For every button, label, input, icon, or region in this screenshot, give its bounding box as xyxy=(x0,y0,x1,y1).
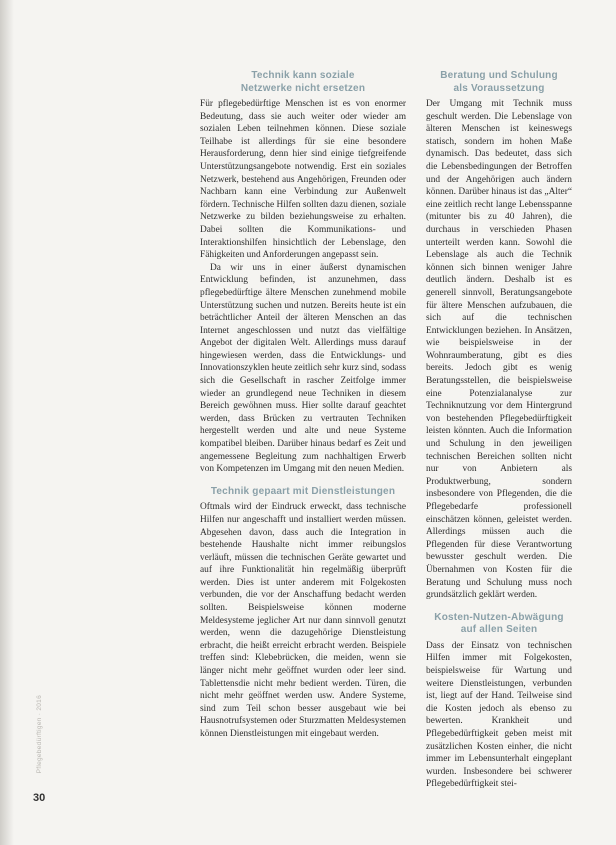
body-paragraph: Dass der Einsatz von technischen Hilfen immer mit Folgekosten, beispielsweise für Wartung und weitere Dienstleistungen, verbunden ist, liegt auf der Hand. Teilweise sind die Kosten jedoch als ebenso zu bewerten. Krankheit und Pflegebedürftigkeit geben meist mit zusätzlichen Kosten einher, die nicht immer im Lebensunterhalt eingeplant wurden. Insbesondere bei schwerer Pflegebedürftigkeit stei- xyxy=(426,640,572,790)
body-paragraph: Da wir uns in einer äußerst dynamischen Entwicklung befinden, ist anzunehmen, dass pflegebedürftige ältere Menschen zunehmend mobile Unterstützung suchen und nutzen. Bereits heute ist ein beträchtlicher Anteil der älteren Menschen an das Internet angeschlossen und nutzt das vielfältige Angebot der digitalen Welt. Allerdings muss darauf hingewiesen werden, dass die Entwicklungs- und Innovationszyklen heute zeitlich sehr kurz sind, sodass sich die Gesellschaft in rascher Zeitfolge immer wieder an grundlegend neue Techniken in diesem Bereich gewöhnen muss. Hier sollte darauf geachtet werden, dass Brücken zu vertrauten Techniken hergestellt werden und alte und neue Systeme kompatibel bleiben. Darüber hinaus bedarf es Zeit und angemessene Begleitung zum nachhaltigen Erwerb von Kompetenzen im Umgang mit den neuen Medien. xyxy=(200,262,406,475)
section-heading xyxy=(200,486,406,499)
left-column xyxy=(200,70,406,741)
page-number: 30 xyxy=(33,792,46,804)
page-binding-shadow xyxy=(0,0,14,845)
section-heading xyxy=(426,70,572,95)
side-running-label: Pflegebedürftigen · 2016 xyxy=(36,695,43,774)
heading-line: als Voraussetzung xyxy=(453,82,545,94)
heading-line: Netzwerke nicht ersetzen xyxy=(240,82,366,94)
heading-line: Kosten-Nutzen-Abwägung xyxy=(434,611,564,623)
right-column xyxy=(426,70,572,791)
section-heading xyxy=(200,70,406,95)
heading-line: auf allen Seiten xyxy=(460,624,538,636)
section-spacer xyxy=(426,602,572,612)
section-spacer xyxy=(200,476,406,486)
body-paragraph: Der Umgang mit Technik muss geschult werden. Die Lebenslage von älteren Menschen ist keineswegs statisch, sondern im hohen Maße dynamisch. Das bedeutet, dass sich die Lebensbedingungen der Betroffen und der Angehörigen auch ändern können. Darüber hinaus ist das „Alter“ eine zeitlich recht lange Lebensspanne (mitunter bis zu 40 Jahren), die durchaus in verschieden Phasen unterteilt werden kann. Sowohl die Lebenslage als auch die Technik können sich binnen weniger Jahre deutlich ändern. Deshalb ist es generell sinnvoll, Beratungsangebote für ältere Menschen aufzubauen, die sich auf die technischen Entwicklungen beziehen. In Ansätzen, wie beispielsweise in der Wohnraumberatung, gibt es dies bereits. Jedoch gibt es wenig Beratungsstellen, die beispielsweise eine Potenzialanalyse zur Techniknutzung vor dem Hintergrund von bestehenden Pflegebedürftigkeit leisten könnten. Auch die Information und Schulung in den jeweiligen technischen Bereichen sollten nicht nur von Anbietern als Produktwerbung, sondern insbesondere von Pflegenden, die die Pflegebedarfe professionell einschätzen können, geleistet werden. Allerdings müssen auch die Pflegenden für diese Verantwortung bewusster geschult werden. Die Übernahmen von Kosten für die Beratung und Schulung muss noch grundsätzlich geklärt werden. xyxy=(426,99,572,601)
heading-line: Beratung und Schulung xyxy=(440,70,558,81)
section-heading xyxy=(426,612,572,637)
body-paragraph: Für pflegebedürftige Menschen ist es von enormer Bedeutung, dass sie auch weiter oder wieder am sozialen Leben teilnehmen können. Diese soziale Teilhabe ist allerdings für sie eine besondere Herausforderung, denn hier sind einige tiefgreifende Unterstützungsangebote notwendig. Erst ein soziales Netzwerk, bestehend aus Angehörigen, Freunden oder Nachbarn kann eine Verbindung zur Außenwelt fördern. Technische Hilfen sollten dazu dienen, soziale Netzwerke zu bilden beziehungsweise zu erhalten. Dabei sollten die Kommunikations- und Interaktionshilfen hinsichtlich der Lebenslage, den Fähigkeiten und Anforderungen angepasst sein. xyxy=(200,99,406,261)
heading-line: Technik gepaart mit Dienstleistungen xyxy=(210,485,396,497)
heading-line: Technik kann soziale xyxy=(251,70,355,81)
body-paragraph: Oftmals wird der Eindruck erweckt, dass technische Hilfen nur angeschafft und installiert werden müssen. Abgesehen davon, dass auch die Integration in bestehende Haushalte nicht immer reibungslos verläuft, müssen die technischen Geräte gewartet und auf ihre Funktionalität hin regelmäßig überprüft werden. Dies ist unter anderem mit Folgekosten verbunden, die vor der Anschaffung bedacht werden sollten. Beispielsweise können moderne Meldesysteme jeglicher Art nur dann sinnvoll genutzt werden, wenn die dazugehörige Dienstleistung erbracht, die heißt erreicht erbracht werden. Beispiele treffen sind: Klebebrücken, die meiden, wenn sie länger nicht mehr geöffnet wurden oder leer sind. Tablettensdie nicht mehr bedient werden. Türen, die nicht mehr geöffnet werden usw. Andere Systeme, sind zum Teil schon besser ausgebaut wie bei Hausnotrufsystemen oder Sturzmatten Meldesystemen können Dienstleistungen mit eingebaut werden. xyxy=(200,502,406,739)
